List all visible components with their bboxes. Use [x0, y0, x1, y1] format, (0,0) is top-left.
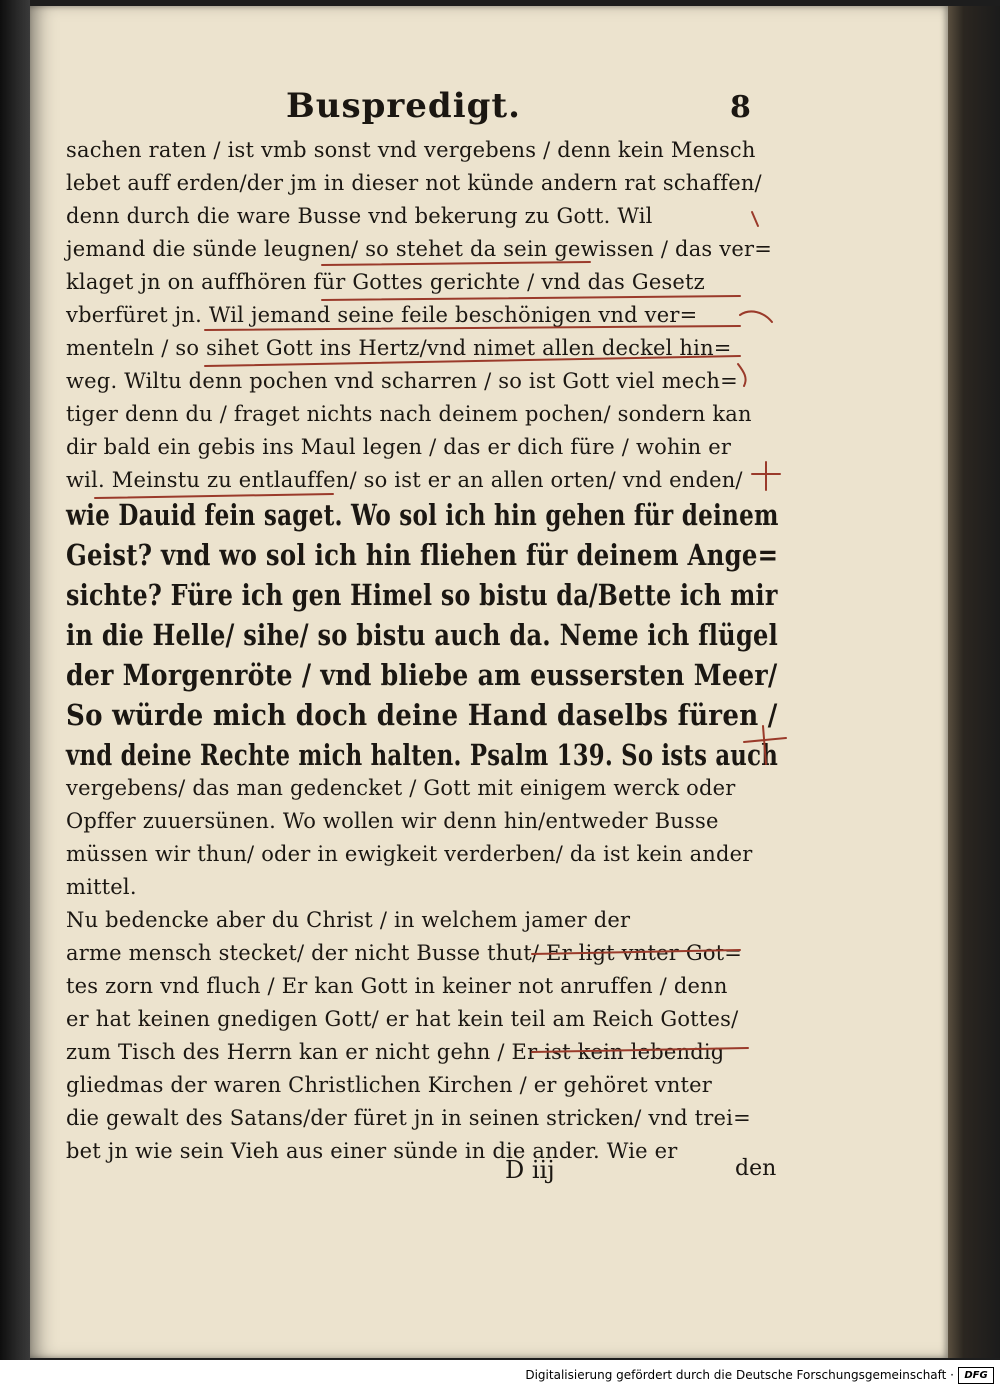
text-line-13: Geist? vnd wo sol ich hin fliehen für deinem Ange=	[66, 538, 779, 572]
text-line-29: die gewalt des Satans/der füret jn in seinen stricken/ vnd trei=	[66, 1106, 751, 1130]
dfg-logo: DFG	[958, 1367, 994, 1384]
text-line-30: bet jn wie sein Vieh aus einer sünde in die ander. Wie er	[66, 1139, 678, 1163]
text-line-01: sachen raten / ist vmb sonst vnd vergebens / denn kein Mensch	[66, 138, 756, 162]
text-line-04: jemand die sünde leugnen/ so stehet da sein gewissen / das ver=	[66, 237, 772, 261]
catchword: den	[735, 1156, 777, 1181]
text-line-12: wie Dauid fein saget. Wo sol ich hin gehen für deinem	[66, 498, 779, 532]
text-line-11: wil. Meinstu zu entlauffen/ so ist er an allen orten/ vnd enden/	[66, 468, 743, 492]
page-edge-shadow	[948, 6, 1000, 1358]
text-line-09: tiger denn du / fraget nichts nach deinem pochen/ sondern kan	[66, 402, 752, 426]
text-line-02: lebet auff erden/der jm in dieser not künde andern rat schaffen/	[66, 171, 762, 195]
text-line-21: müssen wir thun/ oder in ewigkeit verderben/ da ist kein ander	[66, 842, 753, 866]
text-line-22: mittel.	[66, 875, 137, 899]
book-page	[30, 6, 948, 1358]
text-line-25: tes zorn vnd fluch / Er kan Gott in keiner not anruffen / denn	[66, 974, 728, 998]
text-line-28: gliedmas der waren Christlichen Kirchen / er gehöret vnter	[66, 1073, 713, 1097]
text-line-10: dir bald ein gebis ins Maul legen / das er dich füre / wohin er	[66, 435, 732, 459]
text-line-23: Nu bedencke aber du Christ / in welchem jamer der	[66, 908, 631, 932]
text-line-20: Opffer zuuersünen. Wo wollen wir denn hin/entweder Busse	[66, 809, 719, 833]
text-line-06: vberfüret jn. Wil jemand seine feile beschönigen vnd ver=	[66, 303, 698, 327]
footer-bar	[0, 1360, 1000, 1391]
page-header-title: Buspredigt.	[286, 86, 521, 126]
text-line-26: er hat keinen gnedigen Gott/ er hat kein teil am Reich Gottes/	[66, 1007, 739, 1031]
page-number: 8	[730, 90, 751, 125]
text-line-14: sichte? Füre ich gen Himel so bistu da/Bette ich mir	[66, 578, 778, 612]
text-line-16: der Morgenröte / vnd bliebe am eussersten Meer/	[66, 658, 778, 692]
text-line-03: denn durch die ware Busse vnd bekerung zu Gott. Wil	[66, 204, 653, 228]
scan-left-margin	[0, 0, 30, 1360]
text-line-07: menteln / so sihet Gott ins Hertz/vnd nimet allen deckel hin=	[66, 336, 732, 360]
text-line-05: klaget jn on auffhören für Gottes gerichte / vnd das Gesetz	[66, 270, 705, 294]
text-line-27: zum Tisch des Herrn kan er nicht gehn / Er ist kein lebendig	[66, 1040, 725, 1064]
text-line-24: arme mensch stecket/ der nicht Busse thut/ Er ligt vnter Got=	[66, 941, 743, 965]
text-line-19: vergebens/ das man gedencket / Gott mit einigem werck oder	[66, 776, 736, 800]
text-line-15: in die Helle/ sihe/ so bistu auch da. Neme ich flügel	[66, 618, 779, 652]
footer-credit: Digitalisierung gefördert durch die Deutsche Forschungsgemeinschaft ·	[525, 1368, 954, 1382]
signature-mark: D iij	[505, 1156, 555, 1184]
text-line-17: So würde mich doch deine Hand daselbs füren /	[66, 698, 778, 732]
text-line-08: weg. Wiltu denn pochen vnd scharren / so ist Gott viel mech=	[66, 369, 738, 393]
text-line-18: vnd deine Rechte mich halten. Psalm 139. So ists auch	[66, 738, 778, 772]
